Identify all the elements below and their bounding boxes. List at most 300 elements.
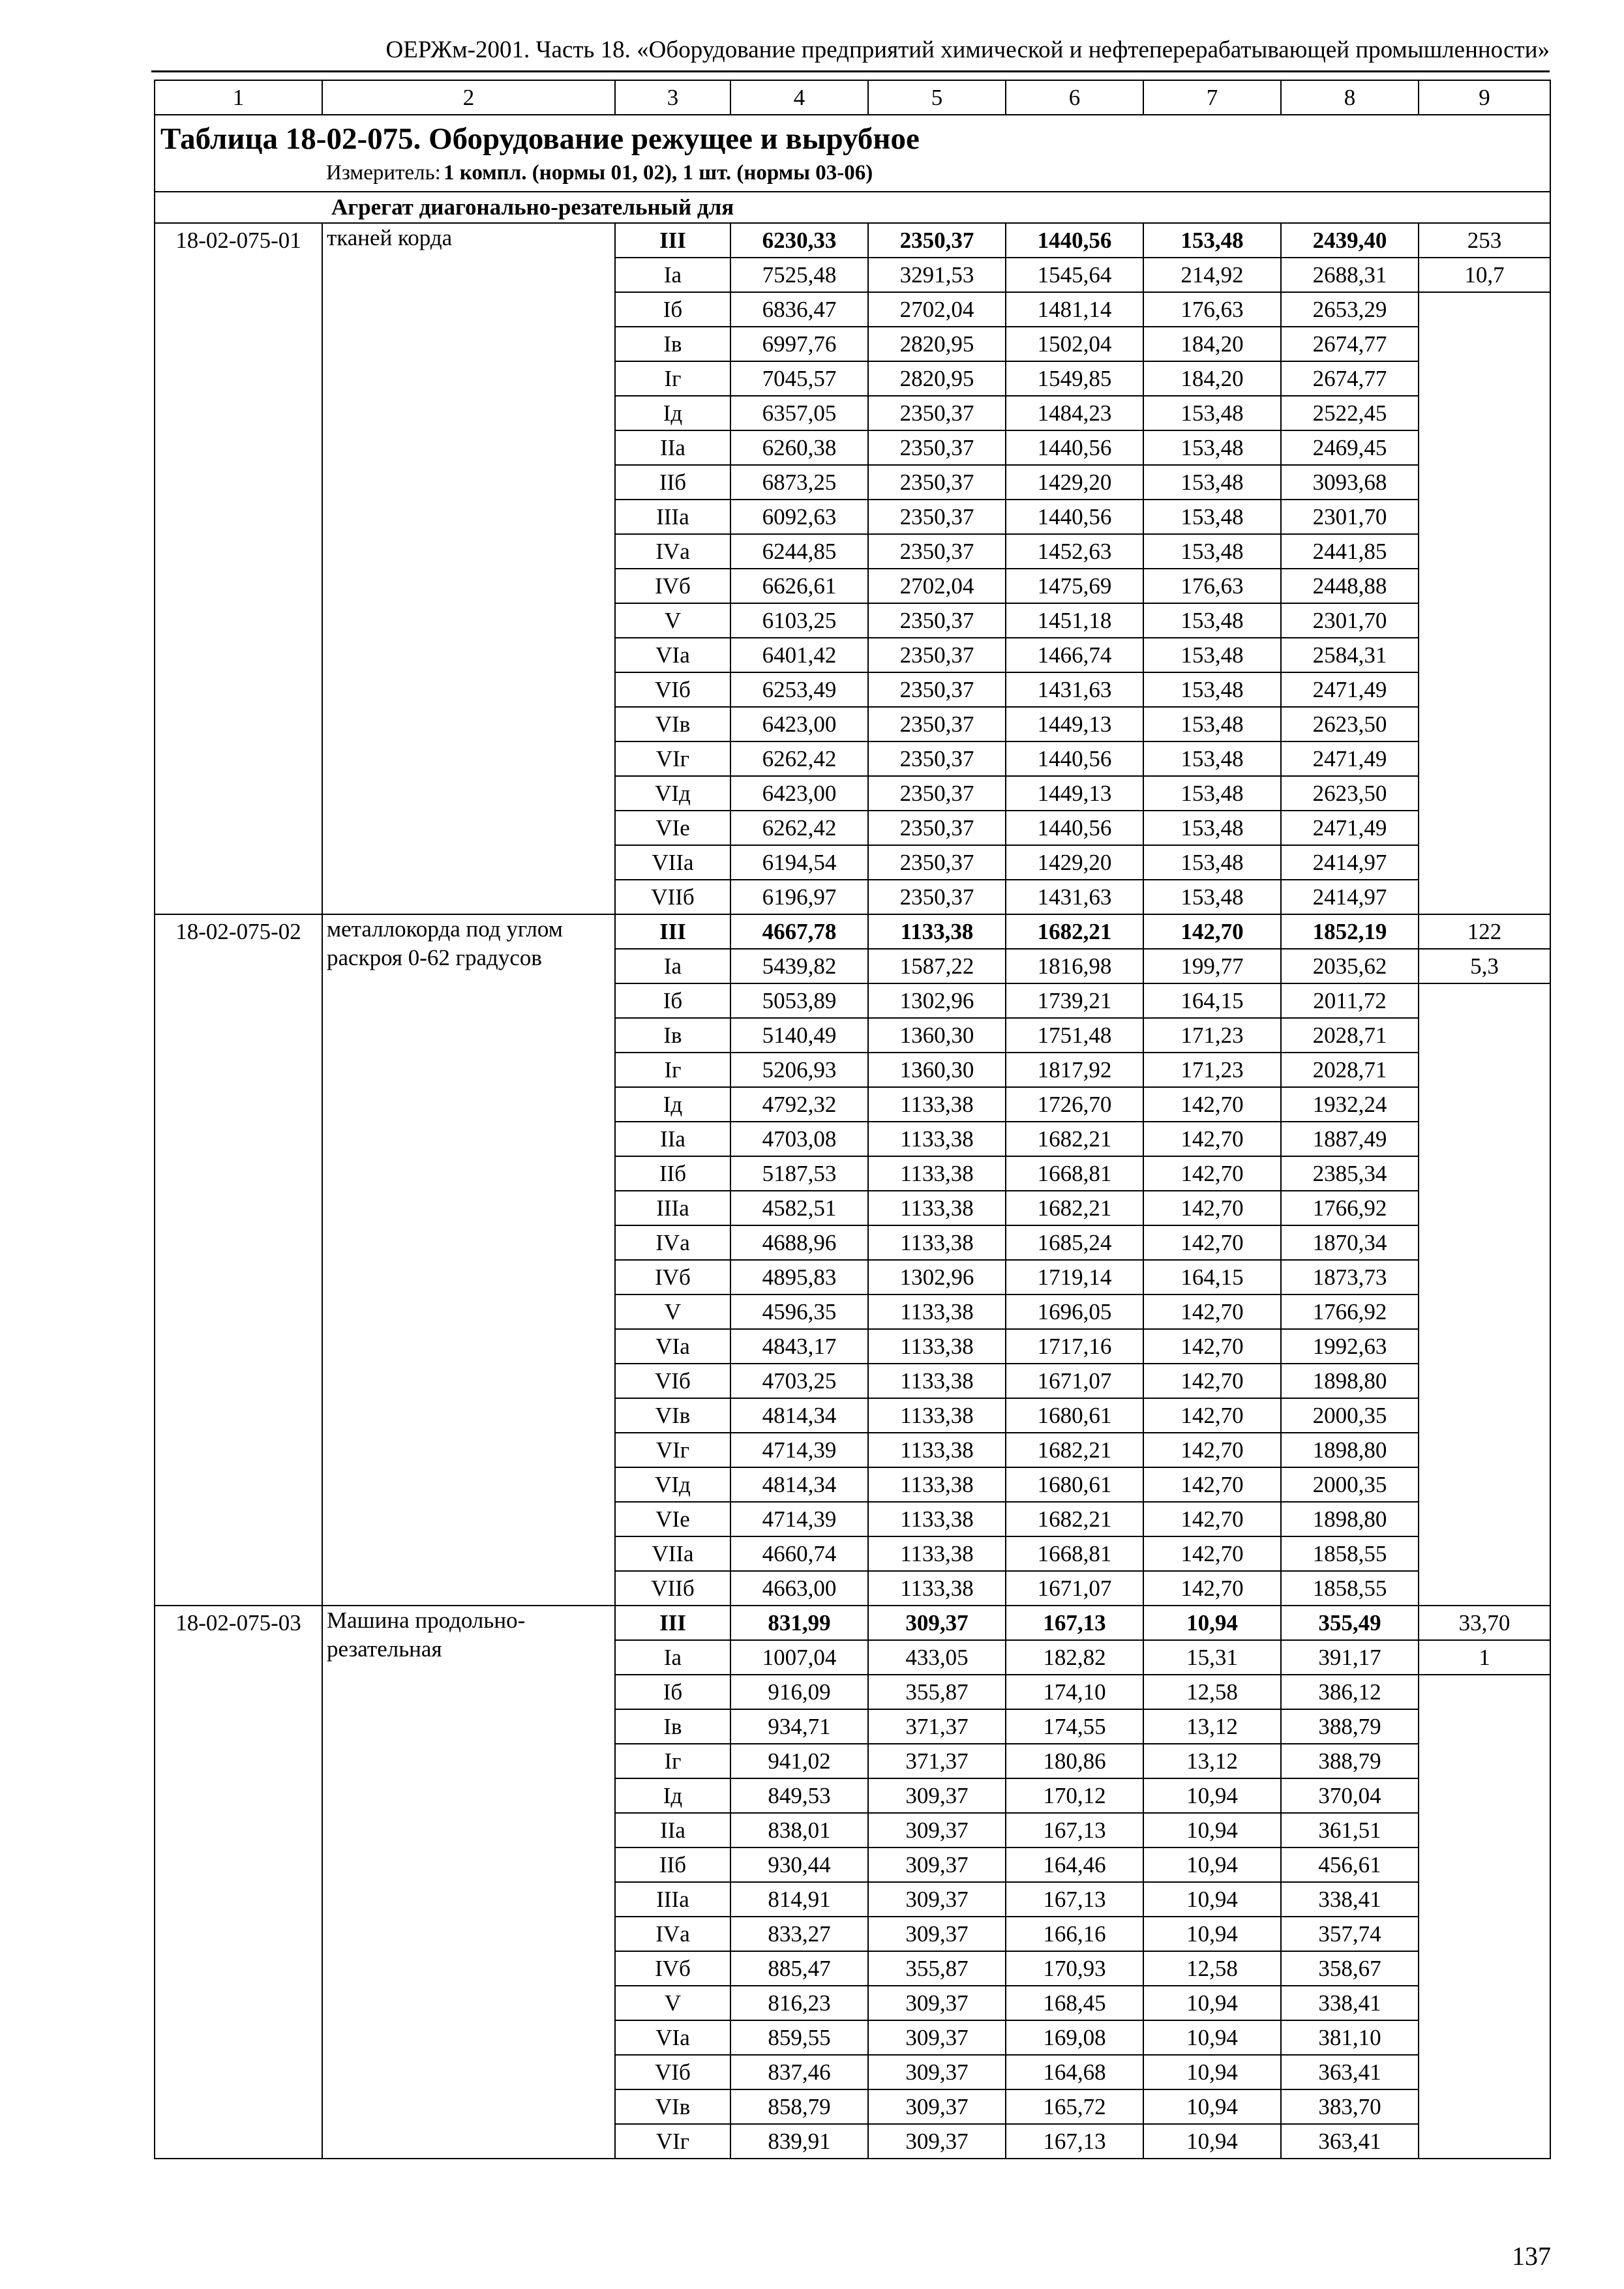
value-cell: 1133,38 <box>868 1122 1006 1156</box>
value-cell: 2623,50 <box>1281 776 1419 811</box>
value-cell: 371,37 <box>868 1709 1006 1744</box>
value-cell: 1451,18 <box>1006 603 1143 638</box>
value-cell: 363,41 <box>1281 2124 1419 2159</box>
value-cell: 355,49 <box>1281 1606 1419 1640</box>
value-cell: 153,48 <box>1143 776 1281 811</box>
zone-cell: VIе <box>615 1502 730 1536</box>
value-cell: 168,45 <box>1006 1986 1143 2020</box>
value-cell: 4814,34 <box>730 1467 868 1502</box>
value-cell: 2674,77 <box>1281 327 1419 361</box>
value-cell: 153,48 <box>1143 223 1281 258</box>
value-cell: 1685,24 <box>1006 1225 1143 1260</box>
value-cell: 1440,56 <box>1006 811 1143 845</box>
value-cell: 1481,14 <box>1006 292 1143 327</box>
zone-cell: VIд <box>615 1467 730 1502</box>
value-cell: 838,01 <box>730 1813 868 1848</box>
value-cell: 1133,38 <box>868 1433 1006 1467</box>
value-cell: 858,79 <box>730 2089 868 2124</box>
zone-cell: III <box>615 1606 730 1640</box>
value-cell: 167,13 <box>1006 1606 1143 1640</box>
zone-cell: VIб <box>615 1364 730 1398</box>
zone-cell: Iг <box>615 1744 730 1778</box>
value-cell: 1766,92 <box>1281 1294 1419 1329</box>
value-cell: 10,94 <box>1143 2124 1281 2159</box>
value-cell: 174,55 <box>1006 1709 1143 1744</box>
value-cell: 1452,63 <box>1006 534 1143 569</box>
value-cell: 1858,55 <box>1281 1536 1419 1571</box>
value-cell: 6873,25 <box>730 465 868 500</box>
value-cell: 1431,63 <box>1006 672 1143 707</box>
value-cell: 174,10 <box>1006 1675 1143 1709</box>
zone-cell: IIIа <box>615 1191 730 1225</box>
zone-cell: VIг <box>615 2124 730 2159</box>
value-cell: 1133,38 <box>868 1329 1006 1364</box>
value-cell: 1671,07 <box>1006 1364 1143 1398</box>
value-cell: 6244,85 <box>730 534 868 569</box>
value-cell: 153,48 <box>1143 845 1281 880</box>
value-cell: 388,79 <box>1281 1744 1419 1778</box>
value-cell: 4667,78 <box>730 914 868 949</box>
value-cell: 1133,38 <box>868 1156 1006 1191</box>
zone-cell: III <box>615 914 730 949</box>
value-cell: 10,94 <box>1143 1778 1281 1813</box>
value-cell: 6194,54 <box>730 845 868 880</box>
value-cell: 2820,95 <box>868 361 1006 396</box>
value-cell: 7045,57 <box>730 361 868 396</box>
value-cell: 816,23 <box>730 1986 868 2020</box>
value-cell: 309,37 <box>868 1813 1006 1848</box>
zone-cell: VIа <box>615 638 730 672</box>
value-cell: 1133,38 <box>868 1467 1006 1502</box>
zone-cell: Iа <box>615 1640 730 1675</box>
extra-value-cell: 5,3 <box>1419 949 1550 983</box>
value-cell: 814,91 <box>730 1882 868 1917</box>
value-cell: 916,09 <box>730 1675 868 1709</box>
value-cell: 153,48 <box>1143 500 1281 534</box>
value-cell: 10,94 <box>1143 1813 1281 1848</box>
value-cell: 2301,70 <box>1281 500 1419 534</box>
value-cell: 309,37 <box>868 1917 1006 1951</box>
value-cell: 153,48 <box>1143 672 1281 707</box>
value-cell: 142,70 <box>1143 1329 1281 1364</box>
value-cell: 1696,05 <box>1006 1294 1143 1329</box>
value-cell: 180,86 <box>1006 1744 1143 1778</box>
zone-cell: III <box>615 223 730 258</box>
value-cell: 1932,24 <box>1281 1087 1419 1122</box>
zone-cell: IIа <box>615 430 730 465</box>
value-cell: 1133,38 <box>868 1191 1006 1225</box>
value-cell: 2385,34 <box>1281 1156 1419 1191</box>
value-cell: 5140,49 <box>730 1018 868 1053</box>
page-number: 137 <box>1512 2241 1551 2271</box>
extra-empty-cell <box>1419 292 1550 914</box>
value-cell: 13,12 <box>1143 1709 1281 1744</box>
value-cell: 10,94 <box>1143 2020 1281 2055</box>
table-row <box>155 914 1550 949</box>
zone-cell: VIIб <box>615 1571 730 1606</box>
value-cell: 5187,53 <box>730 1156 868 1191</box>
value-cell: 142,70 <box>1143 914 1281 949</box>
value-cell: 1682,21 <box>1006 1191 1143 1225</box>
value-cell: 309,37 <box>868 2055 1006 2089</box>
section-title: Агрегат диагонально-резательный для <box>155 192 1550 223</box>
zone-cell: Iб <box>615 983 730 1018</box>
value-cell: 169,08 <box>1006 2020 1143 2055</box>
value-cell: 1668,81 <box>1006 1536 1143 1571</box>
norm-description: тканей корда <box>322 223 615 914</box>
value-cell: 1440,56 <box>1006 500 1143 534</box>
value-cell: 309,37 <box>868 2089 1006 2124</box>
zone-cell: Iв <box>615 327 730 361</box>
value-cell: 10,94 <box>1143 1882 1281 1917</box>
value-cell: 10,94 <box>1143 2089 1281 2124</box>
value-cell: 2469,45 <box>1281 430 1419 465</box>
value-cell: 1680,61 <box>1006 1398 1143 1433</box>
value-cell: 831,99 <box>730 1606 868 1640</box>
table-row <box>155 1606 1550 1640</box>
value-cell: 1870,34 <box>1281 1225 1419 1260</box>
value-cell: 941,02 <box>730 1744 868 1778</box>
value-cell: 2702,04 <box>868 292 1006 327</box>
value-cell: 6401,42 <box>730 638 868 672</box>
value-cell: 10,94 <box>1143 1606 1281 1640</box>
zone-cell: IVб <box>615 569 730 603</box>
value-cell: 1668,81 <box>1006 1156 1143 1191</box>
norms-table <box>154 80 1551 2159</box>
value-cell: 1726,70 <box>1006 1087 1143 1122</box>
value-cell: 153,48 <box>1143 741 1281 776</box>
value-cell: 2702,04 <box>868 569 1006 603</box>
value-cell: 2350,37 <box>868 776 1006 811</box>
zone-cell: IVб <box>615 1260 730 1294</box>
value-cell: 2439,40 <box>1281 223 1419 258</box>
value-cell: 4714,39 <box>730 1433 868 1467</box>
value-cell: 386,12 <box>1281 1675 1419 1709</box>
table-row <box>155 223 1550 258</box>
zone-cell: V <box>615 603 730 638</box>
value-cell: 3291,53 <box>868 258 1006 292</box>
value-cell: 1766,92 <box>1281 1191 1419 1225</box>
value-cell: 1133,38 <box>868 1087 1006 1122</box>
value-cell: 370,04 <box>1281 1778 1419 1813</box>
value-cell: 13,12 <box>1143 1744 1281 1778</box>
value-cell: 2688,31 <box>1281 258 1419 292</box>
value-cell: 2350,37 <box>868 223 1006 258</box>
value-cell: 1431,63 <box>1006 880 1143 914</box>
value-cell: 2350,37 <box>868 880 1006 914</box>
zone-cell: Iб <box>615 292 730 327</box>
value-cell: 4688,96 <box>730 1225 868 1260</box>
value-cell: 1475,69 <box>1006 569 1143 603</box>
column-number-row <box>155 80 1550 115</box>
extra-value-cell: 1 <box>1419 1640 1550 1675</box>
value-cell: 2350,37 <box>868 707 1006 741</box>
value-cell: 381,10 <box>1281 2020 1419 2055</box>
zone-cell: VIв <box>615 1398 730 1433</box>
value-cell: 338,41 <box>1281 1882 1419 1917</box>
value-cell: 2301,70 <box>1281 603 1419 638</box>
value-cell: 1133,38 <box>868 1364 1006 1398</box>
value-cell: 142,70 <box>1143 1536 1281 1571</box>
value-cell: 2350,37 <box>868 500 1006 534</box>
zone-cell: VIIа <box>615 1536 730 1571</box>
value-cell: 355,87 <box>868 1951 1006 1986</box>
value-cell: 170,93 <box>1006 1951 1143 1986</box>
value-cell: 142,70 <box>1143 1433 1281 1467</box>
value-cell: 358,67 <box>1281 1951 1419 1986</box>
value-cell: 1817,92 <box>1006 1053 1143 1087</box>
value-cell: 4843,17 <box>730 1329 868 1364</box>
zone-cell: IIIа <box>615 1882 730 1917</box>
value-cell: 2000,35 <box>1281 1467 1419 1502</box>
zone-cell: Iв <box>615 1709 730 1744</box>
value-cell: 6196,97 <box>730 880 868 914</box>
value-cell: 5439,82 <box>730 949 868 983</box>
norm-code: 18-02-075-03 <box>155 1606 322 2159</box>
norm-description: Машина продольно-резательная <box>322 1606 615 2159</box>
value-cell: 153,48 <box>1143 638 1281 672</box>
value-cell: 309,37 <box>868 2124 1006 2159</box>
value-cell: 309,37 <box>868 1848 1006 1882</box>
value-cell: 2471,49 <box>1281 672 1419 707</box>
value-cell: 2028,71 <box>1281 1018 1419 1053</box>
value-cell: 361,51 <box>1281 1813 1419 1848</box>
value-cell: 2350,37 <box>868 430 1006 465</box>
value-cell: 837,46 <box>730 2055 868 2089</box>
value-cell: 1992,63 <box>1281 1329 1419 1364</box>
zone-cell: IIIа <box>615 500 730 534</box>
value-cell: 1852,19 <box>1281 914 1419 949</box>
value-cell: 6357,05 <box>730 396 868 430</box>
zone-cell: IVа <box>615 534 730 569</box>
value-cell: 6262,42 <box>730 811 868 845</box>
zone-cell: Iг <box>615 361 730 396</box>
value-cell: 1502,04 <box>1006 327 1143 361</box>
value-cell: 1887,49 <box>1281 1122 1419 1156</box>
value-cell: 142,70 <box>1143 1294 1281 1329</box>
value-cell: 142,70 <box>1143 1156 1281 1191</box>
value-cell: 1682,21 <box>1006 914 1143 949</box>
value-cell: 2028,71 <box>1281 1053 1419 1087</box>
zone-cell: Iа <box>615 949 730 983</box>
value-cell: 3093,68 <box>1281 465 1419 500</box>
value-cell: 1429,20 <box>1006 465 1143 500</box>
value-cell: 2471,49 <box>1281 741 1419 776</box>
value-cell: 2350,37 <box>868 603 1006 638</box>
extra-value-cell: 10,7 <box>1419 258 1550 292</box>
value-cell: 357,74 <box>1281 1917 1419 1951</box>
value-cell: 6423,00 <box>730 776 868 811</box>
measure-label: Измеритель: <box>326 161 441 185</box>
zone-cell: IVа <box>615 1917 730 1951</box>
value-cell: 1858,55 <box>1281 1571 1419 1606</box>
value-cell: 6092,63 <box>730 500 868 534</box>
value-cell: 4714,39 <box>730 1502 868 1536</box>
value-cell: 6626,61 <box>730 569 868 603</box>
value-cell: 859,55 <box>730 2020 868 2055</box>
value-cell: 391,17 <box>1281 1640 1419 1675</box>
value-cell: 142,70 <box>1143 1398 1281 1433</box>
value-cell: 153,48 <box>1143 707 1281 741</box>
value-cell: 2584,31 <box>1281 638 1419 672</box>
value-cell: 2350,37 <box>868 811 1006 845</box>
value-cell: 2350,37 <box>868 396 1006 430</box>
zone-cell: VIг <box>615 1433 730 1467</box>
value-cell: 170,12 <box>1006 1778 1143 1813</box>
zone-cell: VIд <box>615 776 730 811</box>
value-cell: 142,70 <box>1143 1191 1281 1225</box>
value-cell: 433,05 <box>868 1640 1006 1675</box>
value-cell: 164,68 <box>1006 2055 1143 2089</box>
value-cell: 2623,50 <box>1281 707 1419 741</box>
value-cell: 2471,49 <box>1281 811 1419 845</box>
column-number: 5 <box>868 80 1006 115</box>
zone-cell: IVб <box>615 1951 730 1986</box>
table-title-row <box>155 115 1550 192</box>
value-cell: 388,79 <box>1281 1709 1419 1744</box>
value-cell: 1873,73 <box>1281 1260 1419 1294</box>
value-cell: 199,77 <box>1143 949 1281 983</box>
value-cell: 1717,16 <box>1006 1329 1143 1364</box>
value-cell: 338,41 <box>1281 1986 1419 2020</box>
zone-cell: IIа <box>615 1122 730 1156</box>
value-cell: 456,61 <box>1281 1848 1419 1882</box>
value-cell: 1133,38 <box>868 1398 1006 1433</box>
value-cell: 153,48 <box>1143 465 1281 500</box>
value-cell: 1440,56 <box>1006 223 1143 258</box>
column-number: 4 <box>730 80 868 115</box>
value-cell: 1133,38 <box>868 1536 1006 1571</box>
value-cell: 1007,04 <box>730 1640 868 1675</box>
value-cell: 171,23 <box>1143 1018 1281 1053</box>
value-cell: 2820,95 <box>868 327 1006 361</box>
value-cell: 4895,83 <box>730 1260 868 1294</box>
value-cell: 383,70 <box>1281 2089 1419 2124</box>
value-cell: 171,23 <box>1143 1053 1281 1087</box>
value-cell: 1429,20 <box>1006 845 1143 880</box>
value-cell: 176,63 <box>1143 292 1281 327</box>
value-cell: 833,27 <box>730 1917 868 1951</box>
value-cell: 153,48 <box>1143 396 1281 430</box>
column-number: 2 <box>322 80 615 115</box>
norm-code: 18-02-075-02 <box>155 914 322 1606</box>
value-cell: 4663,00 <box>730 1571 868 1606</box>
value-cell: 1133,38 <box>868 1225 1006 1260</box>
value-cell: 142,70 <box>1143 1467 1281 1502</box>
value-cell: 4814,34 <box>730 1398 868 1433</box>
value-cell: 1549,85 <box>1006 361 1143 396</box>
value-cell: 2414,97 <box>1281 880 1419 914</box>
value-cell: 167,13 <box>1006 1882 1143 1917</box>
zone-cell: Iа <box>615 258 730 292</box>
value-cell: 4660,74 <box>730 1536 868 1571</box>
value-cell: 184,20 <box>1143 327 1281 361</box>
value-cell: 1302,96 <box>868 983 1006 1018</box>
value-cell: 153,48 <box>1143 880 1281 914</box>
value-cell: 142,70 <box>1143 1087 1281 1122</box>
value-cell: 6253,49 <box>730 672 868 707</box>
value-cell: 1133,38 <box>868 1502 1006 1536</box>
value-cell: 1133,38 <box>868 1571 1006 1606</box>
value-cell: 839,91 <box>730 2124 868 2159</box>
value-cell: 5206,93 <box>730 1053 868 1087</box>
value-cell: 371,37 <box>868 1744 1006 1778</box>
value-cell: 167,13 <box>1006 2124 1143 2159</box>
value-cell: 934,71 <box>730 1709 868 1744</box>
value-cell: 1816,98 <box>1006 949 1143 983</box>
value-cell: 6103,25 <box>730 603 868 638</box>
value-cell: 142,70 <box>1143 1502 1281 1536</box>
value-cell: 184,20 <box>1143 361 1281 396</box>
value-cell: 5053,89 <box>730 983 868 1018</box>
value-cell: 12,58 <box>1143 1951 1281 1986</box>
value-cell: 355,87 <box>868 1675 1006 1709</box>
zone-cell: Iд <box>615 1087 730 1122</box>
value-cell: 1133,38 <box>868 914 1006 949</box>
value-cell: 2441,85 <box>1281 534 1419 569</box>
value-cell: 1898,80 <box>1281 1364 1419 1398</box>
extra-empty-cell <box>1419 1675 1550 2159</box>
value-cell: 1360,30 <box>868 1053 1006 1087</box>
zone-cell: IVа <box>615 1225 730 1260</box>
value-cell: 153,48 <box>1143 430 1281 465</box>
value-cell: 176,63 <box>1143 569 1281 603</box>
value-cell: 2522,45 <box>1281 396 1419 430</box>
value-cell: 2035,62 <box>1281 949 1419 983</box>
value-cell: 7525,48 <box>730 258 868 292</box>
value-cell: 4703,25 <box>730 1364 868 1398</box>
extra-empty-cell <box>1419 983 1550 1606</box>
value-cell: 142,70 <box>1143 1122 1281 1156</box>
value-cell: 1587,22 <box>868 949 1006 983</box>
value-cell: 6262,42 <box>730 741 868 776</box>
value-cell: 182,82 <box>1006 1640 1143 1675</box>
page-header: ОЕРЖм-2001. Часть 18. «Оборудование предприятий химической и нефтеперерабатывающей промышленности» <box>151 34 1550 72</box>
value-cell: 10,94 <box>1143 2055 1281 2089</box>
column-number: 8 <box>1281 80 1419 115</box>
value-cell: 1680,61 <box>1006 1467 1143 1502</box>
value-cell: 6260,38 <box>730 430 868 465</box>
value-cell: 1440,56 <box>1006 741 1143 776</box>
zone-cell: VIа <box>615 2020 730 2055</box>
value-cell: 10,94 <box>1143 1917 1281 1951</box>
zone-cell: VIIб <box>615 880 730 914</box>
value-cell: 2350,37 <box>868 465 1006 500</box>
value-cell: 1466,74 <box>1006 638 1143 672</box>
value-cell: 164,15 <box>1143 1260 1281 1294</box>
column-number: 6 <box>1006 80 1143 115</box>
zone-cell: VIб <box>615 2055 730 2089</box>
value-cell: 10,94 <box>1143 1986 1281 2020</box>
value-cell: 1545,64 <box>1006 258 1143 292</box>
extra-value-cell: 253 <box>1419 223 1550 258</box>
column-number: 3 <box>615 80 730 115</box>
value-cell: 214,92 <box>1143 258 1281 292</box>
value-cell: 165,72 <box>1006 2089 1143 2124</box>
value-cell: 1682,21 <box>1006 1502 1143 1536</box>
column-number: 9 <box>1419 80 1550 115</box>
value-cell: 2414,97 <box>1281 845 1419 880</box>
value-cell: 4703,08 <box>730 1122 868 1156</box>
zone-cell: IIб <box>615 1156 730 1191</box>
zone-cell: IIб <box>615 1848 730 1882</box>
value-cell: 4582,51 <box>730 1191 868 1225</box>
value-cell: 2674,77 <box>1281 361 1419 396</box>
value-cell: 2350,37 <box>868 845 1006 880</box>
column-number: 1 <box>155 80 322 115</box>
zone-cell: VIб <box>615 672 730 707</box>
value-cell: 153,48 <box>1143 811 1281 845</box>
